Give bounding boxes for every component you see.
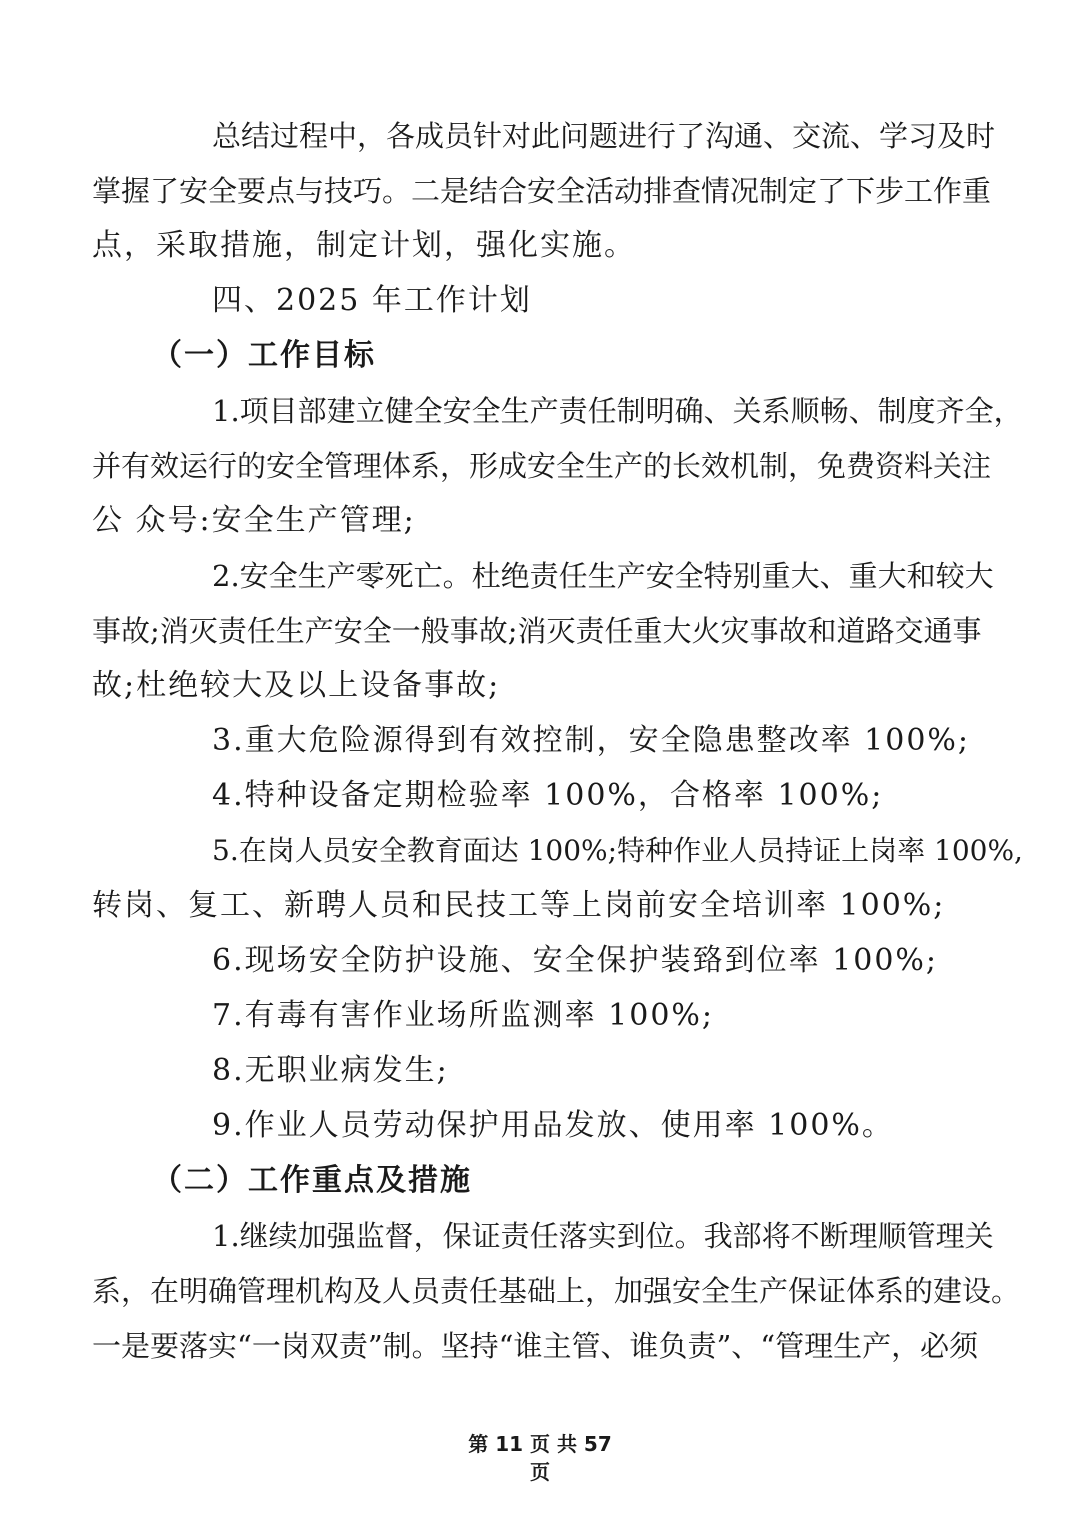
paragraph-line: 点，采取措施，制定计划，强化实施。 xyxy=(92,228,636,263)
paragraph-line: 总结过程中，各成员针对此问题进行了沟通、交流、学习及时 xyxy=(212,119,996,153)
paragraph-line: 故;杜绝较大及以上设备事故; xyxy=(92,668,501,703)
paragraph-line: 一是要落实“一岗双责”制。坚持“谁主管、谁负责”、“管理生产，必须 xyxy=(92,1329,979,1363)
paragraph-line: 1.继续加强监督，保证责任落实到位。我部将不断理顺管理关 xyxy=(212,1219,994,1253)
paragraph-line: 并有效运行的安全管理体系，形成安全生产的长效机制，免费资料关注 xyxy=(92,449,992,483)
paragraph-line: 转岗、复工、新聘人员和民技工等上岗前安全培训率 100%; xyxy=(92,888,946,923)
paragraph-line: 1.项目部建立健全安全生产责任制明确、关系顺畅、制度齐全， xyxy=(212,394,1023,428)
paragraph-line: 6.现场安全防护设施、安全保护装臵到位率 100%; xyxy=(212,943,939,978)
subsection-heading: （一）工作目标 xyxy=(152,338,376,373)
paragraph-line: 5.在岗人员安全教育面达 100%;特种作业人员持证上岗率 100%, xyxy=(212,834,1023,867)
paragraph-line: 4.特种设备定期检验率 100%，合格率 100%; xyxy=(212,778,884,813)
subsection-heading: （二）工作重点及措施 xyxy=(152,1163,472,1198)
paragraph-line: 8.无职业病发生; xyxy=(212,1053,449,1088)
paragraph-line: 事故;消灭责任生产安全一般事故;消灭责任重大火灾事故和道路交通事 xyxy=(92,614,982,648)
paragraph-line: 7.有毒有害作业场所监测率 100%; xyxy=(212,998,715,1033)
paragraph-line: 掌握了安全要点与技巧。二是结合安全活动排查情况制定了下步工作重 xyxy=(92,174,992,208)
paragraph-line: 2.安全生产零死亡。杜绝责任生产安全特别重大、重大和较大 xyxy=(212,559,994,593)
paragraph-line: 公 众号:安全生产管理; xyxy=(92,503,416,538)
section-heading: 四、2025 年工作计划 xyxy=(212,283,532,318)
paragraph-line: 系，在明确管理机构及人员责任基础上，加强安全生产保证体系的建设。 xyxy=(92,1274,1021,1308)
page-number: 第 11 页 共 57 xyxy=(468,1432,612,1456)
paragraph-line: 3.重大危险源得到有效控制，安全隐患整改率 100%; xyxy=(212,723,971,758)
paragraph-line: 9.作业人员劳动保护用品发放、使用率 100%。 xyxy=(212,1108,894,1143)
page-number-continuation: 页 xyxy=(530,1460,550,1484)
